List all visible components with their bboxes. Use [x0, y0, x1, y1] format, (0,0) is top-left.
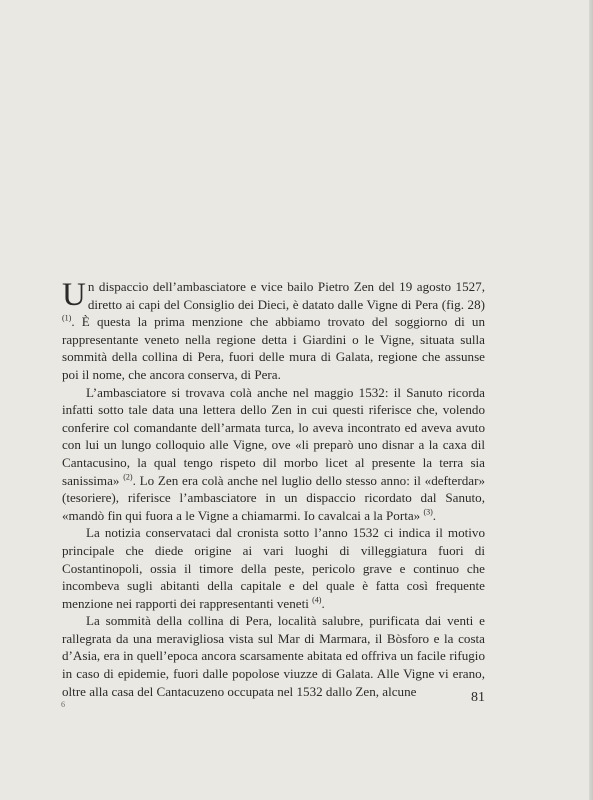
paragraph-2-text: L’ambasciatore si trovava colà anche nel maggio 1532: il Sanuto ricorda infatti sotto tale data una lettera dello Zen in cui questi riferisce che, volendo conferire col comandante dell’armata turca, lo aveva incontrato ed aveva avuto con lui un lungo colloquio alle Vigne, ove «li preparò uno disnar a la caxa dil Cantacusino, la qual tengo rispeto dil morbo licet al presente la terra sia sanissima»: [62, 384, 485, 488]
paragraph-4-text: La sommità della collina di Pera, località salubre, purificata dai venti e rallegrata da una meravigliosa vista sul Mar di Marmara, il Bòsforo e la costa d’Asia, era in quell’epoca ancora scarsamente abitata ed offriva un facile rifugio in caso di epidemie, fuori dalle popolose viuzze di Galata. Alle Vigne vi erano, oltre alla casa del Cantacuzeno occupata nel 1532 dallo Zen, alcune: [62, 613, 485, 699]
paragraph-3: [62, 524, 485, 612]
paragraph-4: [62, 612, 485, 700]
footnote-ref-4: (4): [312, 595, 322, 605]
paragraph-3-text: La notizia conservataci dal cronista sotto l’anno 1532 ci indica il motivo principale che diede origine ai vari luoghi di villeggiatura fuori di Costantinopoli, ossia il timore della peste, pericolo grave e continuo che incombeva sugli abitanti della capitale e del quale è fatta così frequente menzione nei rapporti dei rappresentanti veneti: [62, 525, 485, 611]
drop-cap: U: [62, 277, 86, 313]
paragraph-2-mid: . Lo Zen era colà anche nel luglio dello stesso anno: il «defterdar» (tesoriere), riferisce l’ambasciatore in un dispaccio ricordato dal Sanuto, «mandò fin qui fuora a le Vigne a chiamarmi. Io cavalcai a la Porta»: [62, 472, 485, 523]
paragraph-3-tail: .: [321, 595, 325, 611]
footnote-ref-1: (1): [62, 313, 72, 323]
page-number: 81: [471, 690, 485, 705]
article-body: [62, 278, 485, 700]
paragraph-1-tail: . È questa la prima menzione che abbiamo trovato del soggiorno di un rappresentante veneto nella regione detta i Giardini o le Vigne, situata sulla sommità della collina di Pera, fuori delle mura di Galata, regione che assunse poi il nome, che ancora conserva, di Pera.: [62, 314, 485, 382]
paragraph-1: [62, 278, 485, 384]
paragraph-2: [62, 384, 485, 525]
footnote-ref-2: (2): [123, 472, 133, 482]
footnote-ref-3: (3): [423, 507, 433, 517]
page-edge: [589, 0, 593, 800]
paragraph-1-text: n dispaccio dell’ambasciatore e vice bailo Pietro Zen del 19 agosto 1527, diretto ai capi del Consiglio dei Dieci, è datato dalle Vigne di Pera (fig. 28): [87, 279, 485, 312]
margin-mark: 6: [61, 700, 65, 709]
paragraph-2-tail: .: [432, 507, 437, 523]
